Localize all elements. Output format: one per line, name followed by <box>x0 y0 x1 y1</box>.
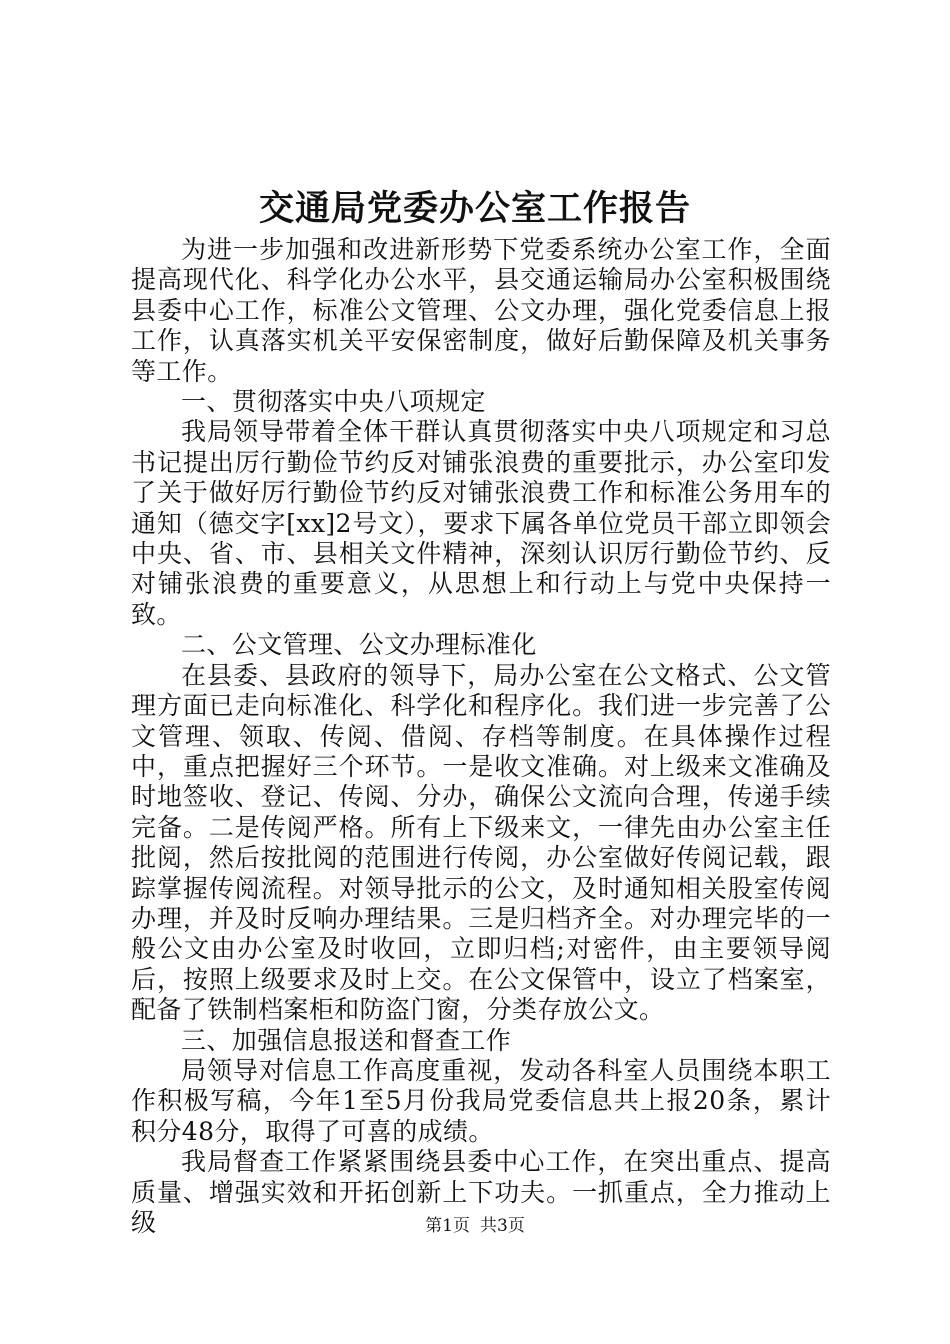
document-title: 交通局党委办公室工作报告 <box>258 188 691 229</box>
document-body <box>131 235 831 1238</box>
paragraph-intro: 为进一步加强和改进新形势下党委系统办公室工作，全面提高现代化、科学化办公水平，县交通运输局办公室积极围绕县委中心工作，标准公文管理、公文办理，强化党委信息上报工作，认真落实机关平安保密制度，做好后勤保障及机关事务等工作。 <box>131 235 831 386</box>
paragraph-section-3b: 我局督查工作紧紧围绕县委中心工作，在突出重点、提高质量、增强实效和开拓创新上下功夫。一抓重点，全力推动上级 <box>131 1147 831 1237</box>
paragraph-section-2: 在县委、县政府的领导下，局办公室在公文格式、公文管理方面已走向标准化、科学化和程序化。我们进一步完善了公文管理、领取、传阅、借阅、存档等制度。在具体操作过程中，重点把握好三个环节。一是收文准确。对上级来文准确及时地签收、登记、传阅、分办，确保公文流向合理，传递手续完备。二是传阅严格。所有上下级来文，一律先由办公室主任批阅，然后按批阅的范围进行传阅，办公室做好传阅记载，跟踪掌握传阅流程。对领导批示的公文，及时通知相关股室传阅办理，并及时反响办理结果。三是归档齐全。对办理完毕的一般公文由办公室及时收回，立即归档;对密件，由主要领导阅后，按照上级要求及时上交。在公文保管中，设立了档案室，配备了铁制档案柜和防盗门窗，分类存放公文。 <box>131 660 831 1025</box>
paragraph-section-1: 我局领导带着全体干群认真贯彻落实中央八项规定和习总书记提出厉行勤俭节约反对铺张浪费的重要批示，办公室印发了关于做好厉行勤俭节约反对铺张浪费工作和标准公务用车的通知（德交字[xx]2号文），要求下属各单位党员干部立即领会中央、省、市、县相关文件精神，深刻认识厉行勤俭节约、反对铺张浪费的重要意义，从思想上和行动上与党中央保持一致。 <box>131 417 831 629</box>
page-number: 第1页 <box>425 1216 470 1236</box>
page-footer <box>0 1215 950 1237</box>
paragraph-section-3a: 局领导对信息工作高度重视，发动各科室人员围绕本职工作积极写稿，今年1至5月份我局党委信息共上报20条，累计积分48分，取得了可喜的成绩。 <box>131 1055 831 1146</box>
section-heading-1: 一、贯彻落实中央八项规定 <box>181 387 486 417</box>
section-heading-2: 二、公文管理、公文办理标准化 <box>181 630 537 660</box>
page-total: 共3页 <box>480 1216 525 1236</box>
section-heading-3: 三、加强信息报送和督查工作 <box>181 1025 512 1055</box>
